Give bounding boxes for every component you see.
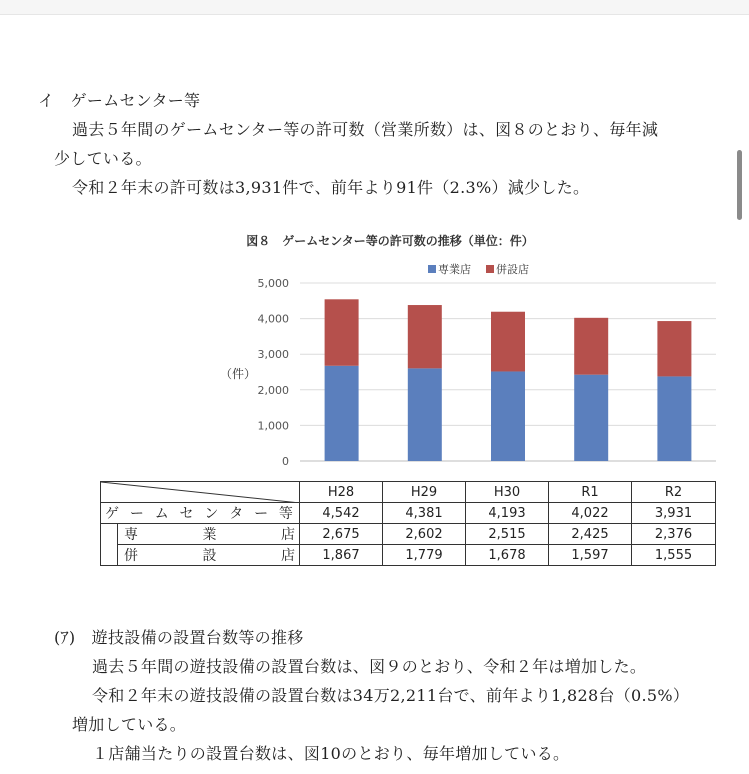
subsection-heading: (ｱ) 遊技設備の設置台数等の推移 [54,628,304,647]
legend-swatch [428,265,436,273]
table-header-cell: H28 [300,482,383,503]
paragraph-1-line-1: 過去５年間のゲームセンター等の許可数（営業所数）は、図８のとおり、毎年減 [72,120,659,139]
indent-cell [101,524,118,566]
chart-legend [428,262,529,276]
table-cell: 1,555 [632,545,716,566]
table-cell: 4,193 [466,503,549,524]
table-cell: 4,542 [300,503,383,524]
table-header-cell: R2 [632,482,716,503]
legend-swatch [486,265,494,273]
chart-bars [325,299,692,461]
subsection-line-4: １店舗当たりの設置台数は、図10のとおり、毎年増加している。 [92,744,570,763]
table-header-cell: H30 [466,482,549,503]
y-tick-label: 0 [282,455,289,468]
table-header-row [101,482,716,503]
table-corner-cell [101,482,300,503]
table-row [101,524,716,545]
bar-senngyou-H30 [491,371,525,461]
table-cell: 2,602 [383,524,466,545]
bar-heisetsu-H28 [325,299,359,365]
subsection-line-3: 増加している。 [72,715,187,734]
y-tick-label: 1,000 [257,419,289,433]
bar-senngyou-R2 [657,376,691,461]
row-label-senngyou: 専 業 店 [118,524,300,545]
table-row [101,503,716,524]
bar-senngyou-H29 [408,368,442,461]
table-cell: 4,022 [549,503,632,524]
bar-heisetsu-H29 [408,305,442,368]
chart-title: 図８ ゲームセンター等の許可数の推移（単位：件） [246,234,534,248]
table-cell: 2,376 [632,524,716,545]
table-cell: 3,931 [632,503,716,524]
bar-senngyou-R1 [574,375,608,461]
y-tick-label: 4,000 [257,312,289,326]
paragraph-2: 令和２年末の許可数は3,931件で、前年より91件（2.3%）減少した。 [72,178,590,197]
table-cell: 2,425 [549,524,632,545]
row-label-heisetsu: 併 設 店 [118,545,300,566]
data-table [100,481,716,566]
y-tick-label: 3,000 [257,348,289,362]
bar-heisetsu-H30 [491,312,525,372]
legend-label: 併設店 [496,263,529,276]
y-tick-label: 5,000 [257,277,289,290]
chart-y-axis-ticks [258,277,290,468]
table-cell: 2,675 [300,524,383,545]
table-row [101,545,716,566]
bar-senngyou-H28 [325,366,359,461]
table-cell: 1,678 [466,545,549,566]
subsection-line-2: 令和２年末の遊技設備の設置台数は34万2,211台で、前年より1,828台（0.5%） [92,686,690,705]
table-header-cell: R1 [549,482,632,503]
table-cell: 4,381 [383,503,466,524]
bar-heisetsu-R2 [657,321,691,376]
subsection-line-1: 過去５年間の遊技設備の設置台数は、図９のとおり、令和２年は増加した。 [92,657,647,676]
section-heading: イ ゲームセンター等 [38,91,201,110]
legend-label: 専業店 [438,263,471,276]
chart-y-axis-label: （件） [219,367,257,381]
y-tick-label: 2,000 [257,383,289,397]
paragraph-1-line-2: 少している。 [54,149,152,168]
table-cell: 1,597 [549,545,632,566]
table-header-cell: H29 [383,482,466,503]
row-label-total: ゲ ー ム セ ン タ ー 等 [101,503,300,524]
bar-heisetsu-R1 [574,318,608,375]
table-cell: 1,779 [383,545,466,566]
table-cell: 2,515 [466,524,549,545]
table-cell: 1,867 [300,545,383,566]
